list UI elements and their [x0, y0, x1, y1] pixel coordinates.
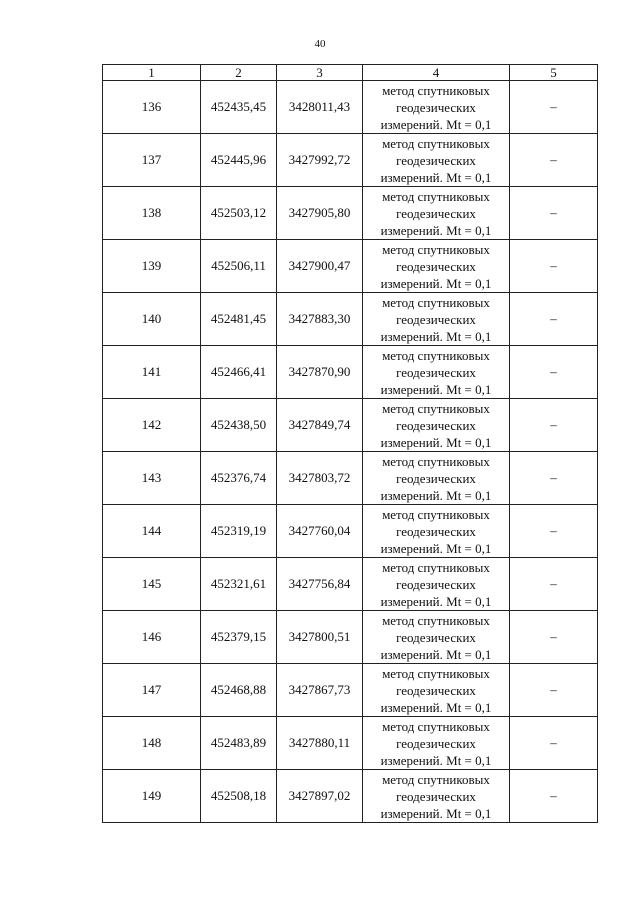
y-coordinate-cell: 3427905,80 — [277, 187, 363, 240]
method-line: метод спутниковых — [382, 506, 490, 522]
table-row — [103, 346, 598, 399]
method-line: метод спутниковых — [382, 771, 490, 787]
x-coordinate-cell: 452435,45 — [201, 81, 277, 134]
y-coordinate-cell: 3427897,02 — [277, 770, 363, 823]
x-coordinate-cell: 452321,61 — [201, 558, 277, 611]
x-coordinate-cell: 452483,89 — [201, 717, 277, 770]
method-cell — [363, 611, 510, 664]
table-row — [103, 770, 598, 823]
point-number-cell: 148 — [103, 717, 201, 770]
method-line: метод спутниковых — [382, 559, 490, 575]
note-cell: – — [510, 611, 598, 664]
method-line: геодезических — [396, 682, 476, 698]
method-line: метод спутниковых — [382, 294, 490, 310]
method-cell — [363, 81, 510, 134]
x-coordinate-cell: 452508,18 — [201, 770, 277, 823]
x-coordinate-cell: 452503,12 — [201, 187, 277, 240]
table-row — [103, 717, 598, 770]
x-coordinate-cell: 452379,15 — [201, 611, 277, 664]
method-line: геодезических — [396, 311, 476, 327]
table-row — [103, 664, 598, 717]
method-line: геодезических — [396, 99, 476, 115]
method-line: метод спутниковых — [382, 612, 490, 628]
x-coordinate-cell: 452468,88 — [201, 664, 277, 717]
method-line: геодезических — [396, 258, 476, 274]
method-line: измерений. Mt = 0,1 — [380, 381, 492, 397]
method-line: геодезических — [396, 523, 476, 539]
note-cell: – — [510, 452, 598, 505]
point-number-cell: 142 — [103, 399, 201, 452]
method-line: метод спутниковых — [382, 718, 490, 734]
note-cell: – — [510, 717, 598, 770]
table-row — [103, 240, 598, 293]
note-cell: – — [510, 81, 598, 134]
y-coordinate-cell: 3427867,73 — [277, 664, 363, 717]
table-row — [103, 505, 598, 558]
y-coordinate-cell: 3427760,04 — [277, 505, 363, 558]
point-number-cell: 136 — [103, 81, 201, 134]
method-line: геодезических — [396, 417, 476, 433]
note-cell: – — [510, 293, 598, 346]
note-cell: – — [510, 187, 598, 240]
method-cell — [363, 505, 510, 558]
x-coordinate-cell: 452506,11 — [201, 240, 277, 293]
point-number-cell: 144 — [103, 505, 201, 558]
method-line: геодезических — [396, 470, 476, 486]
method-line: измерений. Mt = 0,1 — [380, 275, 492, 291]
note-cell: – — [510, 664, 598, 717]
method-line: измерений. Mt = 0,1 — [380, 593, 492, 609]
y-coordinate-cell: 3427800,51 — [277, 611, 363, 664]
method-cell — [363, 187, 510, 240]
y-coordinate-cell: 3427880,11 — [277, 717, 363, 770]
note-cell: – — [510, 558, 598, 611]
method-line: измерений. Mt = 0,1 — [380, 169, 492, 185]
header-cell-2: 2 — [201, 65, 277, 81]
method-line: измерений. Mt = 0,1 — [380, 752, 492, 768]
method-line: измерений. Mt = 0,1 — [380, 540, 492, 556]
x-coordinate-cell: 452376,74 — [201, 452, 277, 505]
note-cell: – — [510, 770, 598, 823]
y-coordinate-cell: 3427883,30 — [277, 293, 363, 346]
method-cell — [363, 717, 510, 770]
method-line: метод спутниковых — [382, 241, 490, 257]
method-line: геодезических — [396, 205, 476, 221]
method-line: измерений. Mt = 0,1 — [380, 487, 492, 503]
method-line: метод спутниковых — [382, 135, 490, 151]
header-cell-1: 1 — [103, 65, 201, 81]
header-row — [103, 65, 598, 81]
method-line: метод спутниковых — [382, 665, 490, 681]
method-line: метод спутниковых — [382, 453, 490, 469]
x-coordinate-cell: 452466,41 — [201, 346, 277, 399]
table-row — [103, 81, 598, 134]
method-line: метод спутниковых — [382, 347, 490, 363]
y-coordinate-cell: 3428011,43 — [277, 81, 363, 134]
method-cell — [363, 558, 510, 611]
method-cell — [363, 134, 510, 187]
y-coordinate-cell: 3427992,72 — [277, 134, 363, 187]
header-cell-3: 3 — [277, 65, 363, 81]
note-cell: – — [510, 240, 598, 293]
method-line: геодезических — [396, 788, 476, 804]
x-coordinate-cell: 452438,50 — [201, 399, 277, 452]
point-number-cell: 143 — [103, 452, 201, 505]
point-number-cell: 145 — [103, 558, 201, 611]
point-number-cell: 139 — [103, 240, 201, 293]
point-number-cell: 146 — [103, 611, 201, 664]
note-cell: – — [510, 505, 598, 558]
point-number-cell: 137 — [103, 134, 201, 187]
y-coordinate-cell: 3427870,90 — [277, 346, 363, 399]
method-line: измерений. Mt = 0,1 — [380, 434, 492, 450]
table-row — [103, 558, 598, 611]
method-line: измерений. Mt = 0,1 — [380, 116, 492, 132]
table-row — [103, 452, 598, 505]
point-number-cell: 138 — [103, 187, 201, 240]
method-cell — [363, 664, 510, 717]
method-line: геодезических — [396, 576, 476, 592]
table-row — [103, 187, 598, 240]
coordinates-table — [102, 64, 598, 823]
point-number-cell: 147 — [103, 664, 201, 717]
table-body — [103, 81, 598, 823]
method-cell — [363, 293, 510, 346]
y-coordinate-cell: 3427803,72 — [277, 452, 363, 505]
method-line: измерений. Mt = 0,1 — [380, 699, 492, 715]
x-coordinate-cell: 452445,96 — [201, 134, 277, 187]
method-line: геодезических — [396, 152, 476, 168]
note-cell: – — [510, 346, 598, 399]
method-cell — [363, 770, 510, 823]
y-coordinate-cell: 3427849,74 — [277, 399, 363, 452]
method-line: геодезических — [396, 364, 476, 380]
method-line: измерений. Mt = 0,1 — [380, 222, 492, 238]
x-coordinate-cell: 452481,45 — [201, 293, 277, 346]
table-row — [103, 611, 598, 664]
method-line: метод спутниковых — [382, 400, 490, 416]
method-line: измерений. Mt = 0,1 — [380, 328, 492, 344]
method-cell — [363, 399, 510, 452]
table-row — [103, 399, 598, 452]
method-cell — [363, 346, 510, 399]
point-number-cell: 141 — [103, 346, 201, 399]
header-cell-5: 5 — [510, 65, 598, 81]
y-coordinate-cell: 3427900,47 — [277, 240, 363, 293]
point-number-cell: 140 — [103, 293, 201, 346]
table-row — [103, 293, 598, 346]
table-header — [103, 65, 598, 81]
note-cell: – — [510, 399, 598, 452]
method-line: измерений. Mt = 0,1 — [380, 805, 492, 821]
table-row — [103, 134, 598, 187]
x-coordinate-cell: 452319,19 — [201, 505, 277, 558]
method-cell — [363, 452, 510, 505]
y-coordinate-cell: 3427756,84 — [277, 558, 363, 611]
point-number-cell: 149 — [103, 770, 201, 823]
header-cell-4: 4 — [363, 65, 510, 81]
note-cell: – — [510, 134, 598, 187]
method-line: метод спутниковых — [382, 82, 490, 98]
method-line: геодезических — [396, 629, 476, 645]
method-cell — [363, 240, 510, 293]
method-line: метод спутниковых — [382, 188, 490, 204]
page-number: 40 — [314, 38, 326, 50]
method-line: измерений. Mt = 0,1 — [380, 646, 492, 662]
method-line: геодезических — [396, 735, 476, 751]
